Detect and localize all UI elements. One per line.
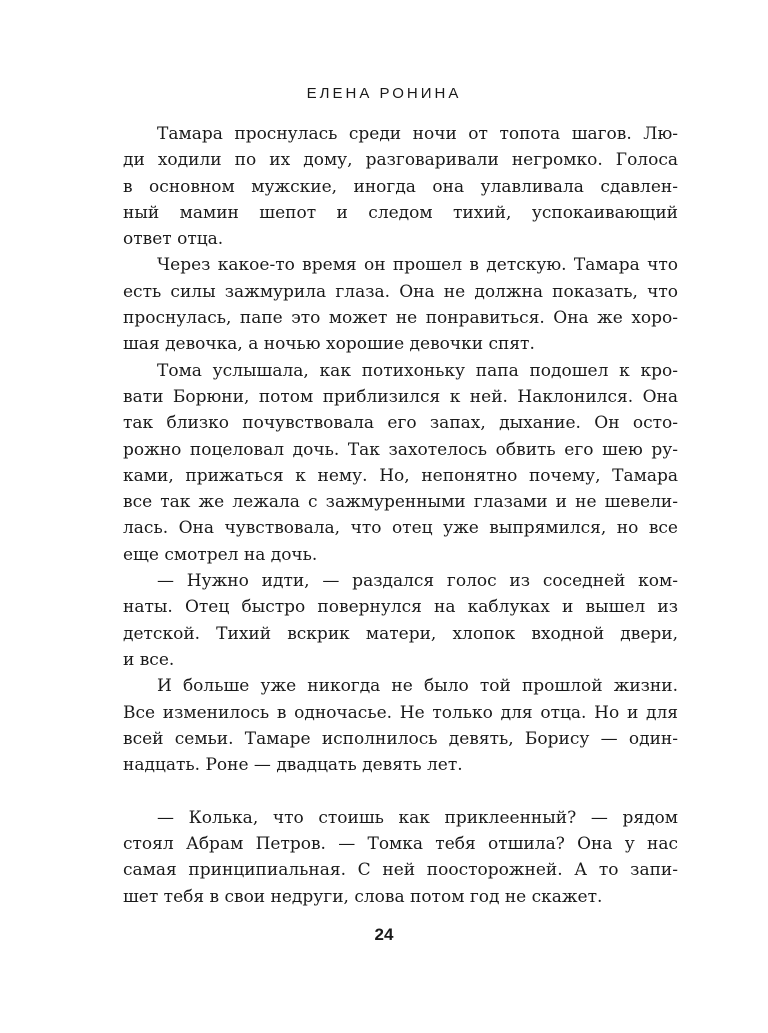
text-line: все так же лежала с зажмуренными глазами и не шевели-	[123, 492, 678, 513]
text-line: лась. Она чувствовала, что отец уже выпрямился, но все	[123, 518, 678, 539]
text-line: так близко почувствовала его запах, дыхание. Он осто-	[123, 413, 678, 434]
text-line: еще смотрел на дочь.	[123, 544, 318, 565]
text-line: ками, прижаться к нему. Но, непонятно почему, Тамара	[123, 465, 678, 486]
text-line: в основном мужские, иногда она улавливала сдавлен-	[123, 176, 678, 197]
text-line: — Нужно идти, — раздался голос из соседней ком-	[157, 571, 678, 592]
text-line: самая принципиальная. С ней поосторожней. А то запи-	[123, 860, 678, 881]
text-line: проснулась, папе это может не понравиться. Она же хоро-	[123, 308, 678, 329]
body-text	[123, 121, 678, 910]
text-line: ный мамин шепот и следом тихий, успокаивающий	[123, 202, 678, 223]
paragraph	[123, 358, 678, 568]
text-line: Тома услышала, как потихоньку папа подошел к кро-	[157, 360, 678, 381]
text-line: и все.	[123, 649, 175, 670]
text-line: надцать. Роне — двадцать девять лет.	[123, 755, 463, 776]
paragraph	[123, 121, 678, 252]
text-line: шет тебя в свои недруги, слова потом год не скажет.	[123, 886, 603, 907]
text-line: Все изменилось в одночасье. Не только для отца. Но и для	[123, 702, 678, 723]
text-line: всей семьи. Тамаре исполнилось девять, Борису — один-	[123, 728, 678, 749]
text-line: детской. Тихий вскрик матери, хлопок входной двери,	[123, 623, 678, 644]
text-line: ответ отца.	[123, 229, 224, 250]
text-line: шая девочка, а ночью хорошие девочки спят.	[123, 334, 535, 355]
text-line: ди ходили по их дому, разговаривали негромко. Голоса	[123, 150, 678, 171]
text-line: Через какое-то время он прошел в детскую. Тамара что	[157, 255, 678, 276]
running-head-author: ЕЛЕНА РОНИНА	[306, 85, 462, 102]
text-line: стоял Абрам Петров. — Томка тебя отшила? Она у нас	[123, 834, 678, 855]
paragraph	[123, 568, 678, 673]
text-line: есть силы зажмурила глаза. Она не должна показать, что	[123, 281, 678, 302]
text-line: — Колька, что стоишь как приклеенный? — рядом	[157, 807, 678, 828]
text-line: рожно поцеловал дочь. Так захотелось обвить его шею ру-	[123, 439, 678, 460]
text-line: Тамара проснулась среди ночи от топота шагов. Лю-	[157, 124, 678, 144]
paragraph	[123, 805, 678, 910]
text-line: наты. Отец быстро повернулся на каблуках и вышел из	[123, 597, 678, 618]
paragraph	[123, 252, 678, 357]
section-break	[123, 778, 678, 804]
page-number: 24	[374, 925, 394, 944]
paragraph	[123, 673, 678, 778]
text-line: вати Борюни, потом приблизился к ней. Наклонился. Она	[123, 386, 678, 407]
text-line: И больше уже никогда не было той прошлой жизни.	[157, 676, 678, 697]
